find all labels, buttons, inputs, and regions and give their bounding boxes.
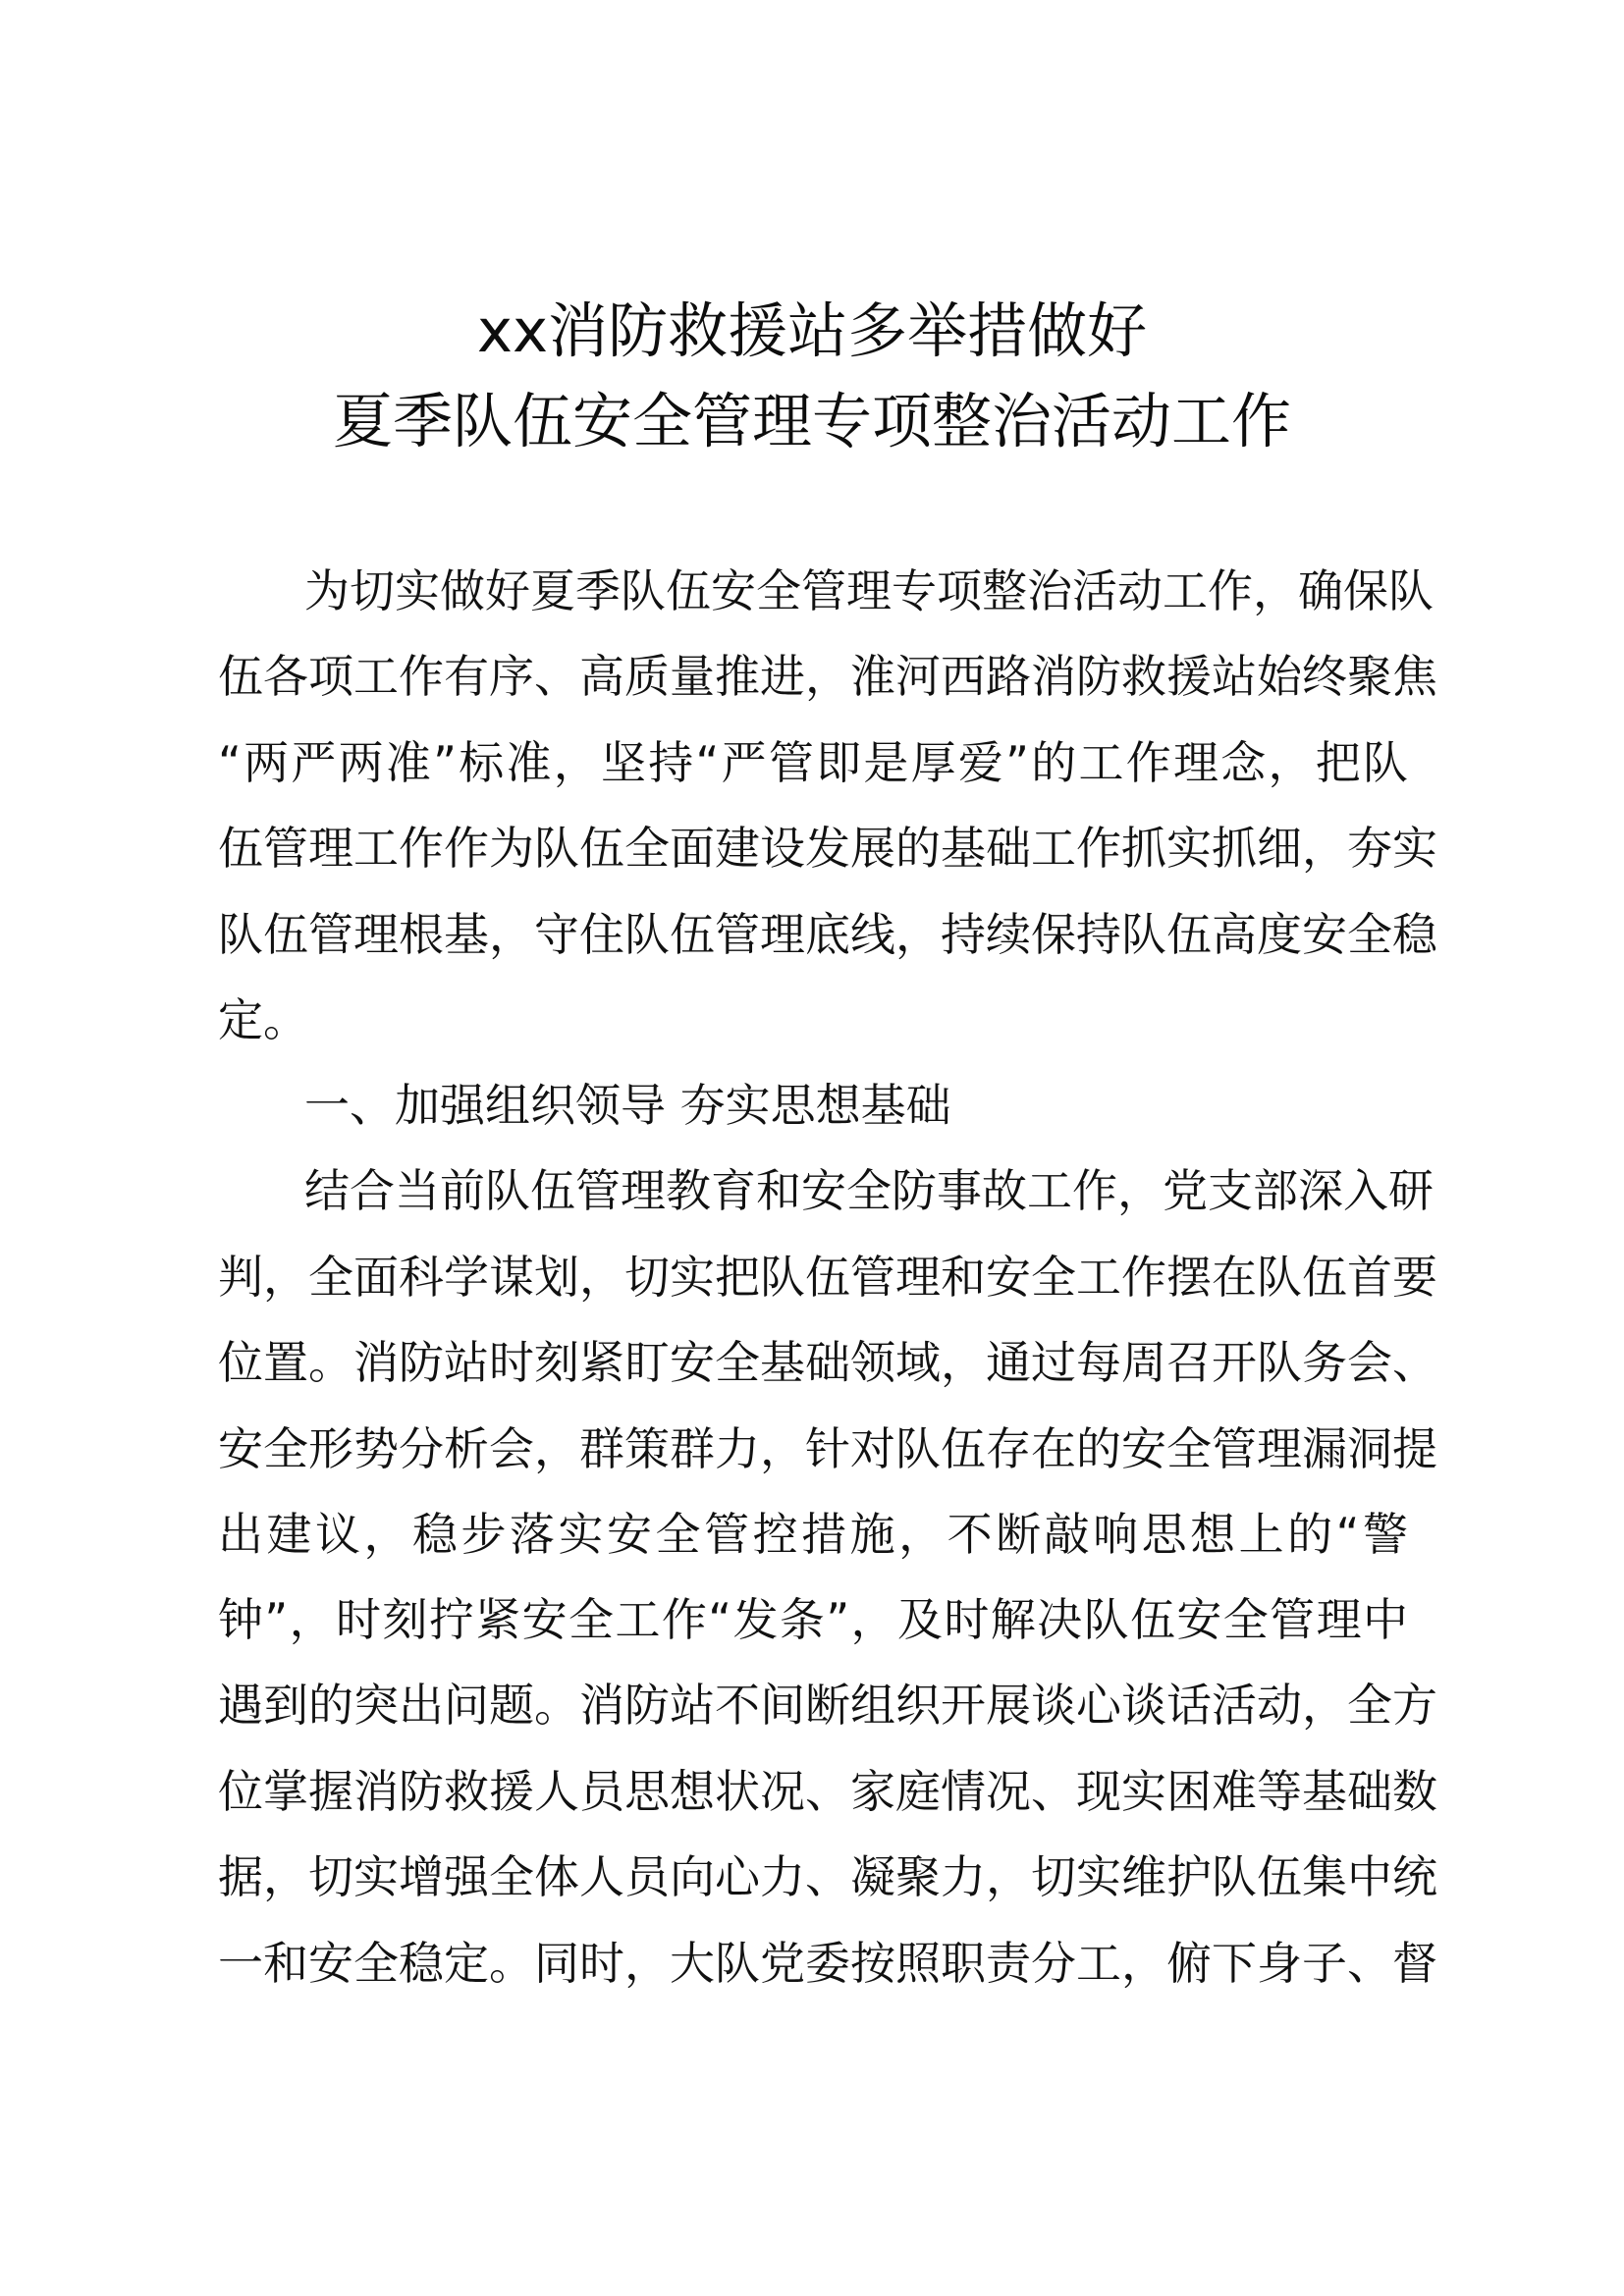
paragraph-2-line-3: 位置。消防站时刻紧盯安全基础领域，通过每周召开队务会、 xyxy=(218,1336,1437,1389)
paragraph-1-line-3: “两严两准”标准，坚持“严管即是厚爱”的工作理念，把队 xyxy=(218,736,1408,789)
document-title-line-1: xx消防救援站多举措做好 xyxy=(476,296,1148,366)
paragraph-2-line-6: 钟”，时刻拧紧安全工作“发条”，及时解决队伍安全管理中 xyxy=(218,1593,1408,1646)
paragraph-1-line-4: 伍管理工作作为队伍全面建设发展的基础工作抓实抓细，夯实 xyxy=(218,822,1437,875)
paragraph-2-line-10: 一和安全稳定。同时，大队党委按照职责分工，俯下身子、督 xyxy=(218,1937,1437,1990)
paragraph-2-line-1: 结合当前队伍管理教育和安全防事故工作，党支部深入研 xyxy=(304,1164,1434,1217)
paragraph-2-line-8: 位掌握消防救援人员思想状况、家庭情况、现实困难等基础数 xyxy=(218,1765,1437,1818)
paragraph-2-line-4: 安全形势分析会，群策群力，针对队伍存在的安全管理漏洞提 xyxy=(218,1422,1437,1475)
paragraph-2-line-2: 判，全面科学谋划，切实把队伍管理和安全工作摆在队伍首要 xyxy=(218,1251,1437,1304)
paragraph-2-line-5: 出建议，稳步落实安全管控措施，不断敲响思想上的“警 xyxy=(218,1508,1408,1561)
document-title-line-2: 夏季队伍安全管理专项整治活动工作 xyxy=(332,387,1291,456)
paragraph-1-line-6: 定。 xyxy=(218,993,308,1046)
section-1-heading: 一、加强组织领导 夯实思想基础 xyxy=(304,1079,951,1132)
paragraph-1-line-1: 为切实做好夏季队伍安全管理专项整治活动工作，确保队 xyxy=(304,564,1434,617)
paragraph-2-line-9: 据，切实增强全体人员向心力、凝聚力，切实维护队伍集中统 xyxy=(218,1850,1437,1903)
paragraph-2-line-7: 遇到的突出问题。消防站不间断组织开展谈心谈话活动，全方 xyxy=(218,1679,1437,1732)
paragraph-1-line-2: 伍各项工作有序、高质量推进，淮河西路消防救援站始终聚焦 xyxy=(218,650,1437,703)
paragraph-1-line-5: 队伍管理根基，守住队伍管理底线，持续保持队伍高度安全稳 xyxy=(218,908,1437,961)
